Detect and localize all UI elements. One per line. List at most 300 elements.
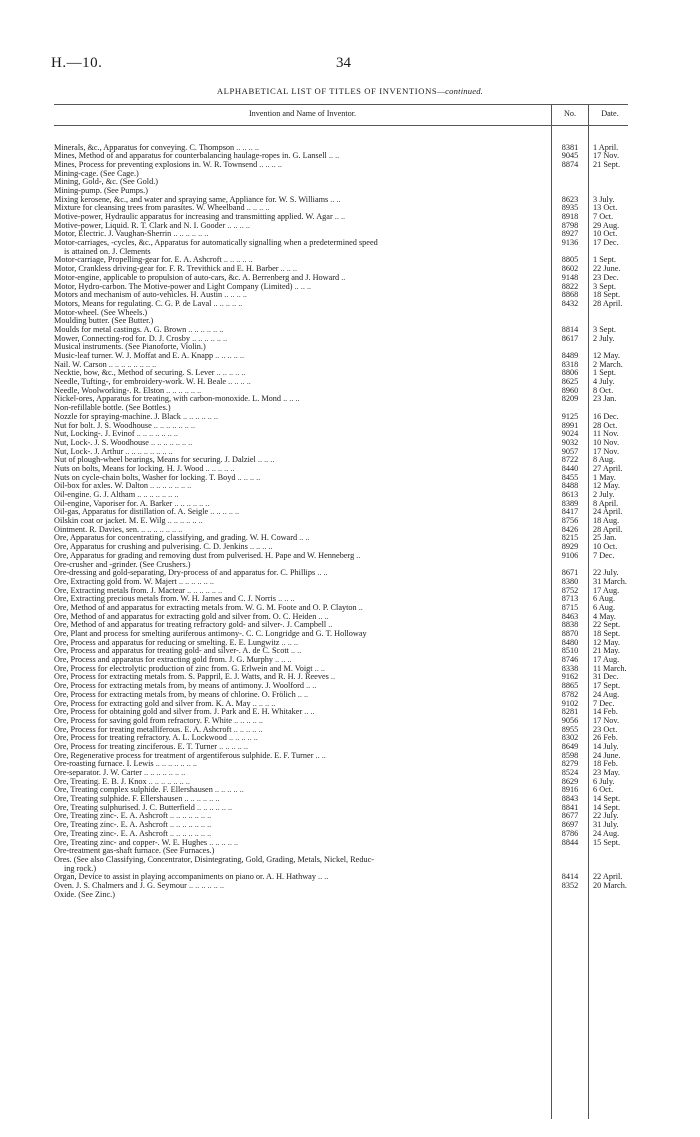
- patent-date: 8 Oct.: [593, 385, 614, 395]
- invention-text: Ore-treatment gas-shaft furnace. (See Furnaces.): [54, 847, 215, 856]
- invention-text: Nut for bolt. J. S. Woodhouse: [54, 421, 152, 430]
- invention-cell: [54, 387, 551, 396]
- invention-cell: [54, 213, 551, 222]
- leader-dots: .. .. ..: [255, 456, 275, 465]
- table-row: [54, 491, 634, 500]
- table-row: [54, 144, 634, 153]
- table-row: [54, 474, 634, 483]
- patent-number: 8463: [561, 611, 579, 621]
- invention-text: Nuts on cycle-chain bolts, Washer for locking. T. Boyd: [54, 473, 236, 482]
- invention-text: Oil-box for axles. W. Dalton: [54, 482, 148, 491]
- invention-cell: [54, 847, 551, 856]
- invention-cell: [54, 526, 551, 535]
- table-row: [54, 395, 634, 404]
- patent-date: 17 Aug.: [593, 655, 620, 665]
- invention-cell: [54, 265, 551, 274]
- invention-text: Nut of plough-wheel bearings, Means for securing. J. Dalziel: [54, 456, 256, 465]
- invention-cell: [54, 734, 551, 743]
- invention-cell: [54, 561, 551, 570]
- invention-text: Non-refillable bottle. (See Bottles.): [54, 404, 171, 413]
- leader-dots: .. ..: [288, 647, 302, 656]
- patent-date: 12 May.: [593, 481, 620, 491]
- invention-text: Ore, Process and apparatus for treating gold- and silver-. A. de C. Scott: [54, 647, 289, 656]
- leader-dots: .. ..: [302, 708, 315, 717]
- patent-number: 8798: [561, 220, 579, 230]
- leader-dots: .. ..: [332, 213, 346, 221]
- table-row: [54, 161, 634, 170]
- invention-text: Minerals, &c., Apparatus for conveying. C. Thompson: [54, 143, 235, 152]
- invention-cell: [54, 274, 551, 283]
- leader-dots: .. .. .. .. ..: [207, 838, 239, 847]
- patent-number: 8782: [561, 689, 579, 699]
- invention-cell: [54, 517, 551, 526]
- patent-date: 17 Nov.: [593, 715, 620, 725]
- title-main: ALPHABETICAL LIST OF TITLES OF INVENTIONS: [216, 86, 438, 96]
- invention-text: Ore, Treating zinc-. E. A. Ashcroft: [54, 821, 168, 830]
- patent-date: 17 Dec.: [593, 238, 619, 248]
- table-top-rule: [54, 104, 628, 105]
- patent-date: 3 Sept.: [593, 281, 616, 291]
- leader-dots: .. .. .. .. .. ..: [171, 230, 209, 239]
- invention-text: Oil-engine, Vaporiser for. A. Barker: [54, 499, 173, 508]
- invention-cell: [54, 335, 551, 344]
- table-row: [54, 708, 634, 717]
- invention-cell: [54, 369, 551, 378]
- invention-cell: [54, 178, 551, 187]
- invention-text: Ore, Extracting precious metals from. W. H. James and C. J. Norris: [54, 595, 277, 604]
- patent-date: 7 Dec.: [593, 550, 615, 560]
- patent-number: 8955: [561, 724, 579, 734]
- table-row: [54, 812, 634, 821]
- table-row: [54, 595, 634, 604]
- leader-dots: .. .. ..: [279, 638, 298, 647]
- patent-number: 8380: [561, 576, 579, 586]
- table-row: [54, 821, 634, 830]
- leader-dots: .. .. .. .. ..: [214, 369, 246, 378]
- leader-dots: .. .. .. .. ..: [232, 716, 263, 725]
- patent-date: 1 Sept.: [593, 255, 616, 265]
- leader-dots: .. .. ..: [273, 656, 292, 665]
- table-row: [54, 361, 634, 370]
- invention-text: Ore, Process for treating refractory. A. L. Lockwood: [54, 734, 227, 743]
- invention-text: Ore, Process for electrolytic production of zinc from. G. Erlwein and M. Voigt: [54, 664, 313, 673]
- invention-cell: [54, 613, 551, 622]
- patent-number: 8935: [561, 203, 579, 213]
- table-row: [54, 839, 634, 848]
- invention-text: Ore, Process for treating metalliferous. E. A. Ashcroft: [54, 725, 232, 734]
- patent-number: 9057: [561, 446, 579, 456]
- patent-date: 20 March.: [593, 880, 627, 890]
- patent-date: 17 Aug.: [593, 585, 620, 595]
- patent-number: 8786: [561, 828, 579, 838]
- invention-text: Oven. J. S. Chalmers and J. G. Seymour: [54, 881, 187, 890]
- patent-number: 8510: [561, 646, 579, 656]
- patent-number: 8838: [561, 620, 579, 630]
- leader-dots: .. ..: [304, 682, 317, 691]
- patent-number: 8814: [561, 324, 579, 334]
- leader-dots: ..: [354, 551, 361, 560]
- leader-dots: .. .. .. .. .. ..: [164, 386, 202, 395]
- table-row: [54, 508, 634, 517]
- patent-number: 8805: [561, 255, 579, 265]
- invention-text: Moulds for metal castings. A. G. Brown: [54, 325, 187, 334]
- leader-dots: .. .. .. .. .. ..: [186, 881, 225, 890]
- leader-dots: .. .. ..: [292, 282, 312, 291]
- table-row: [54, 639, 634, 648]
- invention-text: Ore, Process for treating zinciferous. E. T. Turner: [54, 742, 218, 751]
- invention-text: Ore, Treating zinc-. E. A. Ashcroft: [54, 829, 168, 838]
- invention-cell: [54, 821, 551, 830]
- table-row: [54, 448, 634, 457]
- invention-text: Oilskin coat or jacket. M. E. Wilg: [54, 517, 166, 526]
- patent-date: 6 Oct.: [593, 785, 614, 795]
- invention-text: Motor-carriages, -cycles, &c., Apparatus for automatically signalling when a predetermined speed: [54, 239, 378, 248]
- patent-date: 2 March.: [593, 359, 623, 369]
- patent-number: 8722: [561, 455, 579, 465]
- leader-dots: .. ..: [315, 569, 328, 578]
- invention-text: Ore, Apparatus for grading and removing dust from pulverised. H. Pape and W. Henneberg: [54, 551, 355, 560]
- table-row: [54, 630, 634, 639]
- patent-date: 25 Jan.: [593, 533, 617, 543]
- patent-date: 31 Dec.: [593, 672, 619, 682]
- invention-text: Ore, Treating complex sulphide. F. Ellershausen: [54, 786, 213, 795]
- patent-number: 8843: [561, 794, 579, 804]
- invention-text: Motive-power, Hydraulic apparatus for increasing and transmitting applied. W. Agar: [54, 213, 333, 221]
- invention-cell: [54, 769, 551, 778]
- patent-number: 8279: [561, 759, 579, 769]
- table-row: [54, 222, 634, 231]
- table-row: [54, 569, 634, 578]
- leader-dots: .. ..: [313, 751, 326, 760]
- table-row: [54, 752, 634, 761]
- invention-cell: [54, 552, 551, 561]
- patent-date: 1 May.: [593, 472, 616, 482]
- table-row: [54, 873, 634, 882]
- patent-number: 9125: [561, 411, 579, 421]
- patent-number: 8352: [561, 880, 579, 890]
- table-row: [54, 830, 634, 839]
- leader-dots: .. .. .. .. ..: [213, 352, 245, 360]
- invention-cell: [54, 317, 551, 326]
- invention-text: Ore, Method of and apparatus for treating refractory gold- and silver-. J. Campbell: [54, 621, 327, 630]
- invention-cell: [54, 604, 551, 613]
- table-row: [54, 204, 634, 213]
- patent-number: 8918: [561, 212, 579, 221]
- leader-dots: .. .. .. ..: [234, 143, 259, 152]
- table-row: [54, 882, 634, 891]
- invention-text: Mines, Method of and apparatus for counterbalancing haulage-ropes in. G. Lansell: [54, 152, 327, 161]
- patent-number: 8602: [561, 264, 579, 274]
- table-row: [54, 517, 634, 526]
- leader-dots: .. .. .. .. .. ..: [165, 517, 203, 526]
- table-row: [54, 786, 634, 795]
- invention-text: Necktie, bow, &c., Method of securing. S. Lever: [54, 369, 215, 378]
- table-row: [54, 326, 634, 335]
- invention-cell: [54, 656, 551, 665]
- patent-date: 23 May.: [593, 768, 620, 777]
- invention-cell: [54, 144, 551, 153]
- table-row: [54, 717, 634, 726]
- patent-date: 18 Feb.: [593, 759, 618, 769]
- invention-cell: [54, 309, 551, 318]
- patent-number: 8432: [561, 298, 579, 308]
- invention-text: Ore, Extracting metals from. J. Mactear: [54, 586, 186, 595]
- leader-dots: .. .. .. .. .. .. ..: [153, 760, 197, 769]
- patent-date: 28 April.: [593, 298, 623, 308]
- patent-date: 26 Feb.: [593, 733, 618, 743]
- invention-text: Nozzle for spraying-machine. J. Black: [54, 412, 181, 421]
- table-row: [54, 152, 634, 161]
- patent-number: 8623: [561, 194, 579, 204]
- table-row: [54, 378, 634, 387]
- inventions-table-body: [54, 144, 634, 900]
- invention-cell: [54, 665, 551, 674]
- patent-number: 8417: [561, 507, 579, 517]
- table-row: [54, 647, 634, 656]
- leader-dots: .. .. .. .. .. .. ..: [141, 769, 186, 777]
- invention-cell: [54, 352, 551, 361]
- leader-dots: .. .. .. ..: [257, 160, 282, 169]
- table-row: [54, 621, 634, 630]
- invention-cell: [54, 673, 551, 682]
- leader-dots: .. .. .. .. .. ..: [180, 412, 219, 421]
- table-row: [54, 387, 634, 396]
- patent-number: 8338: [561, 663, 579, 673]
- table-row: [54, 613, 634, 622]
- patent-date: 1 April.: [593, 142, 619, 152]
- patent-date: 10 Oct.: [593, 542, 618, 552]
- document-reference: H.—10.: [51, 55, 103, 71]
- leader-dots: .. ..: [297, 534, 310, 543]
- table-row: [54, 230, 634, 239]
- patent-date: 23 Jan.: [593, 394, 617, 404]
- invention-cell: [54, 152, 551, 161]
- invention-text: Ore, Process for extracting metals from, by means of chlorine. O. Frölich: [54, 690, 296, 699]
- invention-cell: [54, 230, 551, 239]
- invention-text: Ore, Process and apparatus for reducing or smelting. E. E. Lungwitz: [54, 638, 280, 647]
- patent-date: 7 Oct.: [593, 212, 614, 221]
- patent-number: 8713: [561, 594, 579, 604]
- leader-dots: .. .. .. .. .. .. ..: [135, 491, 179, 499]
- table-row: [54, 769, 634, 778]
- patent-number: 8613: [561, 490, 579, 499]
- invention-text: Mixing kerosene, &c., and water and spraying same, Appliance for. W. S. Williams: [54, 195, 329, 204]
- invention-cell: [54, 161, 551, 170]
- invention-text: Needle, Tufting-, for embroidery-work. W. H. Beale: [54, 378, 227, 387]
- invention-cell: [54, 804, 551, 813]
- invention-text: Nail. W. Carson: [54, 360, 107, 369]
- column-header-date: Date.: [601, 109, 619, 118]
- patent-number: 8806: [561, 368, 579, 378]
- table-row: [54, 726, 634, 735]
- leader-dots: .. .. .. .. ..: [231, 725, 263, 734]
- table-row: [54, 673, 634, 682]
- table-row: [54, 274, 634, 283]
- invention-cell: [54, 856, 551, 865]
- patent-number: 8960: [561, 385, 579, 395]
- patent-date: 18 Sept.: [593, 290, 621, 300]
- leader-dots: .. .. .. .. .. ..: [176, 577, 214, 586]
- table-row: [54, 430, 634, 439]
- table-row: [54, 665, 634, 674]
- table-row: [54, 283, 634, 292]
- invention-cell: [54, 578, 551, 587]
- table-row: [54, 604, 634, 613]
- invention-cell: [54, 395, 551, 404]
- invention-text: Ore, Process for extracting metals from. S. Pappril, E. J. Watts, and R. H. J. Reeves: [54, 673, 329, 682]
- table-row: [54, 760, 634, 769]
- table-row: [54, 317, 634, 326]
- leader-dots: .. .. .. .. .. ..: [186, 325, 224, 334]
- patent-date: 22 June.: [593, 264, 621, 274]
- table-row: [54, 248, 634, 257]
- invention-cell: [54, 482, 551, 491]
- table-row: [54, 587, 634, 596]
- invention-text: Ore, Treating sulphide. F. Ellershausen: [54, 795, 183, 804]
- invention-text: Ore, Treating. E. B. J. Knox: [54, 777, 147, 786]
- table-row: [54, 456, 634, 465]
- leader-dots: .. .. .. .. .. ..: [172, 499, 210, 508]
- patent-number: 9136: [561, 238, 579, 248]
- patent-number: 8865: [561, 681, 579, 691]
- invention-cell: [54, 196, 551, 205]
- patent-number: 8868: [561, 290, 579, 300]
- table-row: [54, 265, 634, 274]
- patent-date: 3 Sept.: [593, 324, 616, 334]
- leader-dots: .. .. .. .. .. ..: [185, 586, 223, 595]
- patent-date: 22 April.: [593, 872, 623, 882]
- invention-text: Mixture for cleansing trees from parasites. W. Wheelband: [54, 204, 245, 213]
- invention-text: Oil-engine. G. J. Altham: [54, 491, 136, 499]
- table-row: [54, 291, 634, 300]
- table-row: [54, 369, 634, 378]
- invention-cell: [54, 786, 551, 795]
- patent-number: 8697: [561, 820, 579, 830]
- patent-number: 8671: [561, 568, 579, 578]
- invention-cell: [54, 300, 551, 309]
- invention-text: Oxide. (See Zinc.): [54, 890, 115, 899]
- table-row: [54, 682, 634, 691]
- patent-number: 8381: [561, 142, 579, 152]
- table-row: [54, 335, 634, 344]
- table-row: [54, 534, 634, 543]
- invention-cell: [54, 595, 551, 604]
- patent-number: 8756: [561, 516, 579, 526]
- patent-number: 8844: [561, 837, 579, 847]
- leader-dots: .. .. .. ..: [244, 204, 270, 213]
- invention-cell: [54, 508, 551, 517]
- patent-date: 31 July.: [593, 820, 619, 830]
- patent-number: 9106: [561, 550, 579, 560]
- invention-cell: [54, 474, 551, 483]
- invention-cell: [54, 830, 551, 839]
- invention-text: Nuts on bolts, Means for locking. H. J. Wood: [54, 464, 204, 473]
- leader-dots: .. .. .. .. .. .. ..: [151, 421, 196, 430]
- invention-text: Ore, Treating zinc- and copper-. W. E. Hughes: [54, 838, 208, 847]
- invention-text: Ore, Treating sulphurised. J. C. Butterfield: [54, 803, 195, 812]
- leader-dots: .. .. .. .. ..: [203, 464, 235, 473]
- leader-dots: .. ..: [315, 873, 329, 882]
- invention-cell: [54, 378, 551, 387]
- patent-number: 8752: [561, 585, 579, 595]
- leader-dots: ..: [326, 621, 333, 630]
- patent-number: 8822: [561, 281, 579, 291]
- patent-number: 8389: [561, 498, 579, 508]
- invention-cell: [54, 891, 551, 900]
- leader-dots: .. .. .. .. .. .. ..: [148, 438, 193, 447]
- table-row: [54, 778, 634, 787]
- invention-text: Nut, Locking-. J. Evinof: [54, 430, 135, 439]
- leader-dots: .. .. .. .. .. ..: [190, 334, 228, 343]
- invention-cell: [54, 404, 551, 413]
- patent-date: 31 March.: [593, 576, 627, 586]
- invention-text: Ore, Process for saving gold from refractory. F. White: [54, 716, 233, 725]
- patent-number: 8426: [561, 524, 579, 534]
- leader-dots: .. .. .. .. .. .. ..: [167, 829, 212, 838]
- patent-date: 29 Aug.: [593, 220, 620, 230]
- invention-text: Mines, Process for preventing explosions in. W. R. Townsend: [54, 160, 258, 169]
- invention-cell: [54, 543, 551, 552]
- patent-date: 16 Dec.: [593, 411, 619, 421]
- patent-date: 2 July.: [593, 333, 615, 343]
- leader-dots: .. .. .. ..: [247, 543, 273, 552]
- patent-date: 24 June.: [593, 750, 621, 760]
- patent-number: 8649: [561, 741, 579, 751]
- table-row: [54, 865, 634, 874]
- patent-number: 9162: [561, 672, 579, 682]
- patent-date: 23 Dec.: [593, 272, 619, 282]
- invention-cell: [54, 170, 551, 179]
- table-row: [54, 482, 634, 491]
- table-row: [54, 500, 634, 509]
- patent-number: 8927: [561, 229, 579, 239]
- invention-cell: [54, 882, 551, 891]
- invention-text: Ore, Apparatus for crushing and pulverising. C. D. Jenkins: [54, 543, 248, 552]
- leader-dots: .. .. .. .. .. .. ..: [167, 812, 212, 821]
- table-row: [54, 170, 634, 179]
- table-row: [54, 856, 634, 865]
- invention-text: Ore, Apparatus for concentrating, classifying, and grading. W. H. Coward: [54, 534, 298, 543]
- invention-text: Oil-gas, Apparatus for distillation of. A. Seigle: [54, 508, 209, 517]
- invention-text: Mower, Connecting-rod for. D. J. Crosby: [54, 334, 191, 343]
- leader-dots: .. .. .. .. .. .. ..: [167, 821, 212, 830]
- table-row: [54, 804, 634, 813]
- patent-date: 6 Aug.: [593, 602, 616, 612]
- leader-dots: .. .. .. .. ..: [226, 734, 258, 743]
- leader-dots: .. ..: [328, 195, 341, 204]
- table-row: [54, 343, 634, 352]
- table-row: [54, 552, 634, 561]
- patent-date: 3 July.: [593, 194, 615, 204]
- table-row: [54, 439, 634, 448]
- invention-cell: [54, 743, 551, 752]
- patent-number: 8215: [561, 533, 579, 543]
- leader-dots: .. .. .. ..: [225, 221, 250, 230]
- patent-number: 8598: [561, 750, 579, 760]
- invention-cell: [54, 795, 551, 804]
- patent-date: 2 July.: [593, 490, 615, 499]
- patent-date: 22 Sept.: [593, 620, 621, 630]
- invention-text: Ore, Method of and apparatus for extracting metals from. W. G. M. Foote and O. P. Clayton: [54, 603, 357, 612]
- invention-cell: [64, 248, 551, 257]
- table-row: [54, 239, 634, 248]
- invention-text: Ore, Process for extracting metals from, by means of antimony. J. Woolford: [54, 682, 304, 691]
- patent-date: 23 Oct.: [593, 724, 618, 734]
- invention-text: Ore-dressing and gold-separating, Dry-process of and apparatus for. C. Phillips: [54, 569, 316, 578]
- patent-date: 7 Dec.: [593, 698, 615, 708]
- table-row: [54, 213, 634, 222]
- invention-text: Ore, Method of and apparatus for extracting gold and silver from. O. C. Heiden: [54, 612, 317, 621]
